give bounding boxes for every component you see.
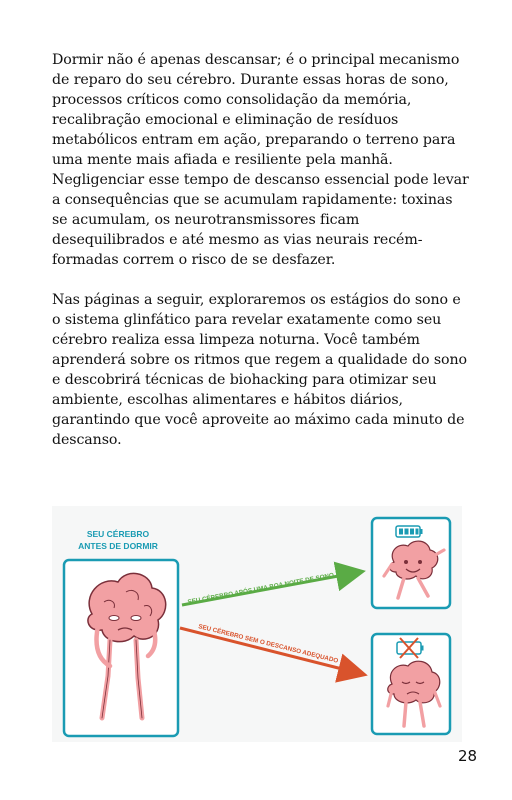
brain-sleep-illustration bbox=[52, 506, 462, 742]
body-text bbox=[52, 50, 472, 450]
illustration-svg bbox=[52, 506, 462, 742]
good-sleep-arrow-label: SEU CÉREBRO APÓS UMA BOA NOITE DE SONO bbox=[187, 571, 335, 606]
bad-sleep-arrow bbox=[180, 628, 362, 674]
page-number: 28 bbox=[458, 747, 478, 765]
paragraph-2: Negligenciar esse tempo de descanso essencial pode levar a consequências que se acumulam rapidamente: toxinas se acumulam, os neurotransmissores ficam desequilibrados e até mesmo as vias neurais recém-formadas correm o risco de se desfazer. bbox=[52, 172, 469, 268]
full-battery-icon bbox=[396, 526, 423, 537]
figure-label-line1: SEU CÉREBRO bbox=[86, 529, 150, 539]
bad-sleep-arrow-label: SEU CÉREBRO SEM O DESCANSO ADEQUADO bbox=[197, 623, 339, 665]
figure-label-line2: ANTES DE DORMIR bbox=[78, 541, 158, 551]
paragraph-3: Nas páginas a seguir, exploraremos os estágios do sono e o sistema glinfático para revelar exatamente como seu cérebro realiza essa limpeza noturna. Você também aprenderá sobre os ritmos que regem a qualidade do sono e descobrirá técnicas de biohacking para otimizar seu ambiente, escolhas alimentares e hábitos diários, garantindo que você aproveite ao máximo cada minuto de descanso. bbox=[52, 292, 467, 448]
paragraph-1: Dormir não é apenas descansar; é o principal mecanismo de reparo do seu cérebro. Durante essas horas de sono, processos críticos como consolidação da memória, recalibração emocional e eliminação de resíduos metabólicos entram em ação, preparando o terreno para uma mente mais afiada e resiliente pela manhã. bbox=[52, 52, 460, 168]
